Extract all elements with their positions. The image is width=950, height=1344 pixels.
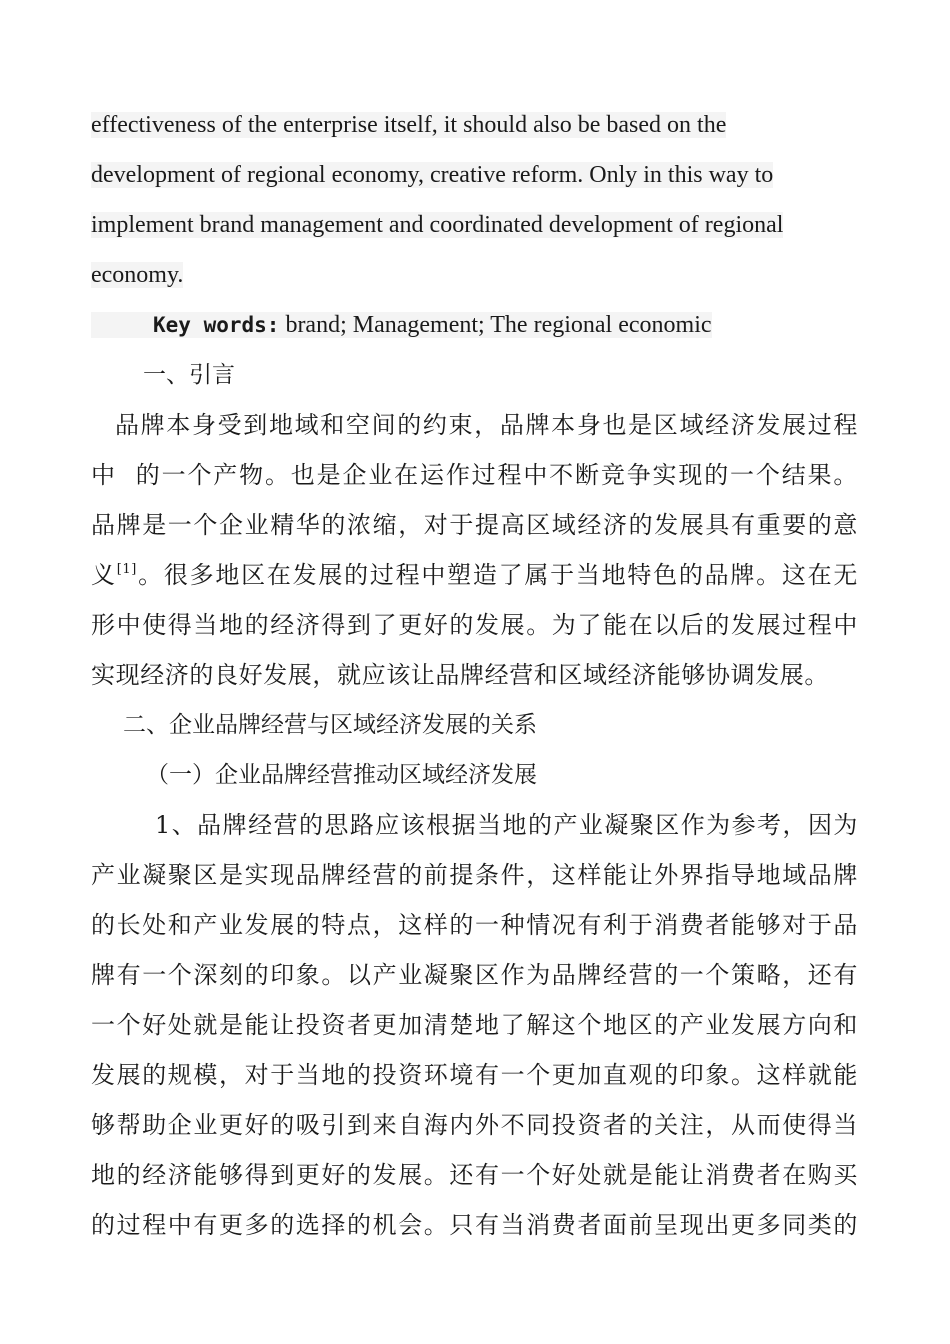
section-heading-relationship: 二、企业品牌经营与区域经济发展的关系 (123, 712, 537, 738)
paragraph-line: 发展的规模，对于当地的投资环境有一个更加直观的印象。这样就能 (91, 1061, 858, 1089)
abstract-line: economy. (91, 262, 184, 288)
section2-paragraph (91, 800, 858, 1250)
paragraph-line: 形中使得当地的经济得到了更好的发展。为了能在以后的发展过程中 (91, 611, 858, 639)
paragraph-line: 品牌本身受到地域和空间的约束，品牌本身也是区域经济发展过程 (115, 411, 858, 439)
abstract-line: implement brand management and coordinated development of regional (91, 212, 784, 238)
paragraph-line: 品牌是一个企业精华的浓缩，对于提高区域经济的发展具有重要的意 (91, 511, 858, 539)
introduction-paragraph (91, 400, 858, 700)
paragraph-line: 1、品牌经营的思路应该根据当地的产业凝聚区作为参考，因为 (155, 811, 858, 839)
abstract-english (91, 100, 858, 300)
paragraph-line: 地的经济能够得到更好的发展。还有一个好处就是能让消费者在购买 (91, 1161, 858, 1189)
paragraph-line: 义[1]。很多地区在发展的过程中塑造了属于当地特色的品牌。这在无 (91, 561, 858, 589)
paragraph-line: 中 的一个产物。也是企业在运作过程中不断竞争实现的一个结果。 (91, 461, 858, 489)
paragraph-line: 的长处和产业发展的特点，这样的一种情况有利于消费者能够对于品 (91, 911, 858, 939)
paragraph-line: 实现经济的良好发展，就应该让品牌经营和区域经济能够协调发展。 (91, 661, 829, 689)
section-heading-introduction: 一、引言 (143, 362, 235, 388)
abstract-line: development of regional economy, creative reform. Only in this way to (91, 162, 774, 188)
keywords-label: Key words: (153, 313, 280, 337)
paragraph-line: 产业凝聚区是实现品牌经营的前提条件，这样能让外界指导地域品牌 (91, 861, 858, 889)
paragraph-line: 牌有一个深刻的印象。以产业凝聚区作为品牌经营的一个策略，还有 (91, 961, 858, 989)
keywords-line (91, 300, 858, 350)
paragraph-line: 的过程中有更多的选择的机会。只有当消费者面前呈现出更多同类的 (91, 1211, 858, 1239)
paragraph-line: 一个好处就是能让投资者更加清楚地了解这个地区的产业发展方向和 (91, 1011, 858, 1039)
abstract-line: effectiveness of the enterprise itself, it should also be based on the (91, 112, 727, 138)
paragraph-line: 够帮助企业更好的吸引到来自海内外不同投资者的关注，从而使得当 (91, 1111, 858, 1139)
subsection-heading: （一）企业品牌经营推动区域经济发展 (146, 762, 537, 788)
citation-ref: [1] (116, 562, 137, 577)
keywords-value: brand; Management; The regional economic (285, 312, 712, 338)
document-page (91, 100, 858, 1250)
